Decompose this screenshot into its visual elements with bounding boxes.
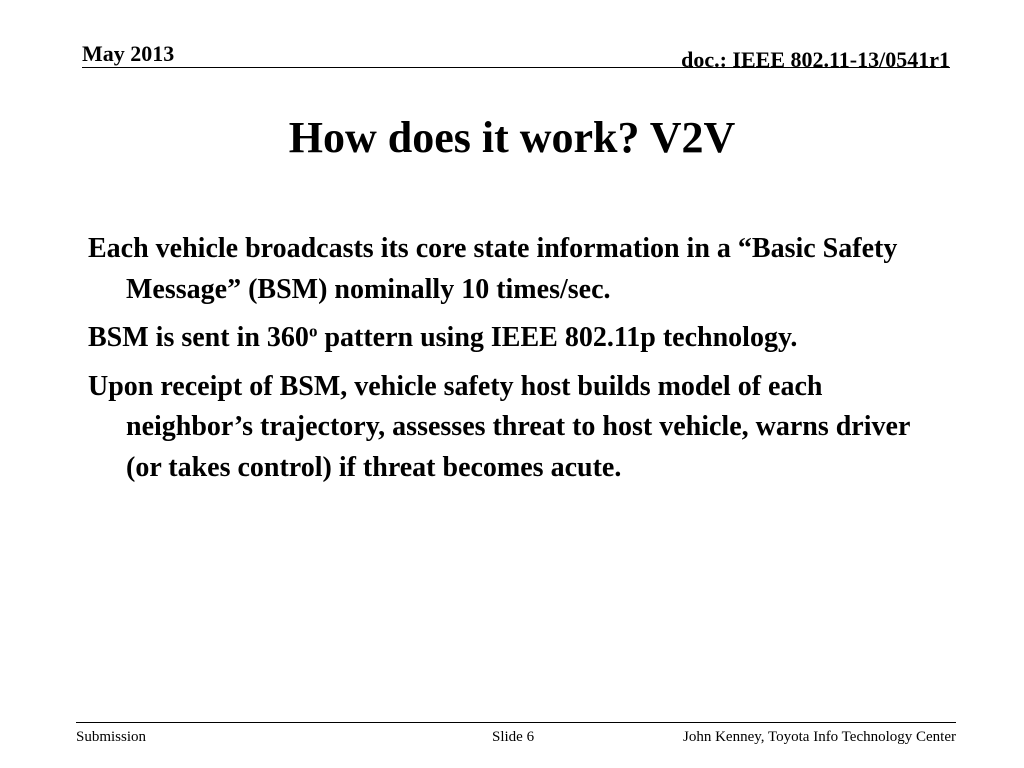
degree-superscript: o (308, 321, 318, 341)
bullet-text: Each vehicle broadcasts its core state information in a “Basic Safety Message” (BSM) nominally 10 times/sec. (88, 233, 898, 305)
bullet-item-threat-model (88, 367, 948, 489)
header-divider (82, 67, 950, 68)
bullet-item-bsm-broadcast (88, 229, 948, 310)
footer-slide-number: Slide 6 (492, 729, 535, 745)
bullet-text-end: pattern using IEEE 802.11p technology. (317, 322, 798, 353)
bullet-item-bsm-pattern (88, 318, 948, 359)
header-document-id: doc.: IEEE 802.11-13/0541r1 (681, 47, 950, 72)
footer-author: John Kenney, Toyota Info Technology Center (683, 729, 956, 745)
header-date: May 2013 (82, 41, 175, 66)
bullet-text: Upon receipt of BSM, vehicle safety host builds model of each neighbor’s trajectory, assesses threat to host vehicle, warns driver (or takes control) if threat becomes acute. (88, 370, 910, 483)
footer-submission: Submission (76, 729, 147, 745)
bullet-list (88, 229, 948, 496)
slide-title: How does it work? V2V (288, 113, 736, 162)
bullet-text-start: BSM is sent in 360 (88, 322, 309, 353)
footer-divider (76, 722, 956, 723)
